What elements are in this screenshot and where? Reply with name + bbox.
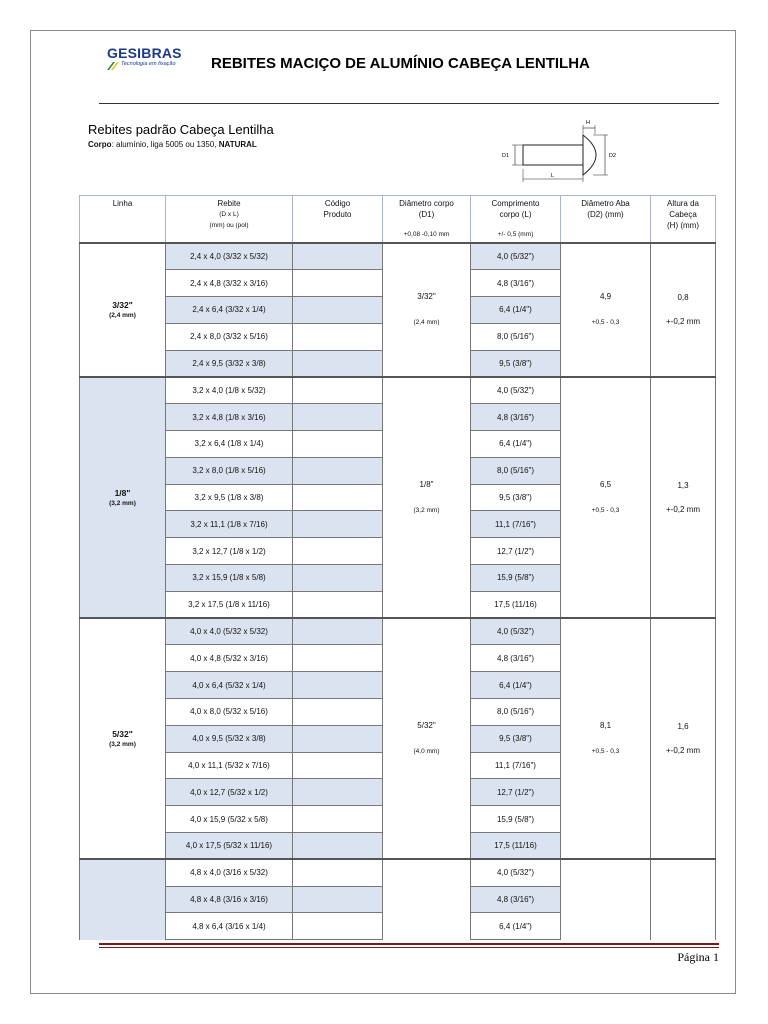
aba-cell: 6,5 +0,5 - 0,3 [561,377,651,618]
linha-cell [80,859,166,939]
section-title: Rebites padrão Cabeça Lentilha [88,122,274,137]
header-linha: Linha [80,196,166,244]
comprimento-cell: 4,0 (5/32") [471,243,561,270]
rebite-cell: 4,8 x 6,4 (3/16 x 1/4) [166,913,293,940]
comprimento-cell: 8,0 (5/16") [471,699,561,726]
header-altura: Altura da Cabeça (H) (mm) [651,196,716,244]
codigo-cell [293,833,383,860]
codigo-cell [293,725,383,752]
codigo-cell [293,591,383,618]
codigo-cell [293,431,383,458]
comprimento-cell: 17,5 (11/16) [471,591,561,618]
rebite-cell: 2,4 x 4,0 (3/32 x 5/32) [166,243,293,270]
altura-cell: 1,6 +-0,2 mm [651,618,716,859]
rebite-cell: 4,8 x 4,8 (3/16 x 3/16) [166,886,293,913]
codigo-cell [293,457,383,484]
document-page [30,30,736,994]
section-description [88,140,257,149]
header-divider [99,103,719,104]
rebite-cell: 3,2 x 15,9 (1/8 x 5/8) [166,565,293,592]
rebite-cell: 4,0 x 4,8 (5/32 x 3/16) [166,645,293,672]
diametro-cell: 3/32" (2,4 mm) [383,243,471,377]
rebite-cell: 4,8 x 4,0 (3/16 x 5/32) [166,859,293,886]
codigo-cell [293,618,383,645]
comprimento-cell: 6,4 (1/4") [471,297,561,324]
header-aba: Diâmetro Aba (D2) (mm) [561,196,651,244]
rivet-spec-table [79,195,715,940]
comprimento-cell: 6,4 (1/4") [471,672,561,699]
linha-cell: 1/8" (3,2 mm) [80,377,166,618]
body-text: : alumínio, liga 5005 ou 1350, [111,140,219,149]
comprimento-cell: 4,0 (5/32") [471,377,561,404]
rebite-cell: 3,2 x 17,5 (1/8 x 11/16) [166,591,293,618]
diametro-cell: 1/8" (3,2 mm) [383,377,471,618]
comprimento-cell: 4,8 (3/16") [471,404,561,431]
table-row [80,377,716,404]
comprimento-cell: 9,5 (3/8") [471,725,561,752]
rebite-cell: 3,2 x 8,0 (1/8 x 5/16) [166,457,293,484]
codigo-cell [293,779,383,806]
comprimento-cell: 12,7 (1/2") [471,779,561,806]
rebite-cell: 4,0 x 9,5 (5/32 x 3/8) [166,725,293,752]
codigo-cell [293,752,383,779]
rebite-cell: 4,0 x 17,5 (5/32 x 11/16) [166,833,293,860]
diagram-label-d1: D1 [502,153,510,159]
rebite-cell: 3,2 x 12,7 (1/8 x 1/2) [166,538,293,565]
rebite-cell: 2,4 x 6,4 (3/32 x 1/4) [166,297,293,324]
table-body [80,243,716,940]
codigo-cell [293,484,383,511]
comprimento-cell: 9,5 (3/8") [471,350,561,377]
comprimento-cell: 4,8 (3/16") [471,886,561,913]
comprimento-cell: 4,0 (5/32") [471,859,561,886]
comprimento-cell: 15,9 (5/8") [471,565,561,592]
codigo-cell [293,323,383,350]
logo-mark-icon [107,60,119,70]
footer-divider [99,943,719,945]
altura-cell [651,859,716,939]
codigo-cell [293,806,383,833]
comprimento-cell: 12,7 (1/2") [471,538,561,565]
codigo-cell [293,377,383,404]
codigo-cell [293,672,383,699]
diametro-cell: 5/32" (4,0 mm) [383,618,471,859]
document-title: REBITES MACIÇO DE ALUMÍNIO CABEÇA LENTILHA [211,55,590,72]
rebite-cell: 2,4 x 4,8 (3/32 x 3/16) [166,270,293,297]
footer-divider-thin [99,947,719,948]
header-codigo: Código Produto [293,196,383,244]
codigo-cell [293,565,383,592]
linha-cell: 3/32" (2,4 mm) [80,243,166,377]
codigo-cell [293,699,383,726]
comprimento-cell: 8,0 (5/16") [471,457,561,484]
rebite-cell: 4,0 x 15,9 (5/32 x 5/8) [166,806,293,833]
diagram-label-h: H [586,120,590,126]
codigo-cell [293,350,383,377]
comprimento-cell: 6,4 (1/4") [471,431,561,458]
rebite-cell: 2,4 x 9,5 (3/32 x 3/8) [166,350,293,377]
aba-cell: 4,9 +0,5 - 0,3 [561,243,651,377]
comprimento-cell: 15,9 (5/8") [471,806,561,833]
comprimento-cell: 6,4 (1/4") [471,913,561,940]
comprimento-cell: 8,0 (5/16") [471,323,561,350]
comprimento-cell: 4,8 (3/16") [471,270,561,297]
diagram-label-l: L [551,173,555,179]
comprimento-cell: 17,5 (11/16) [471,833,561,860]
rebite-cell: 4,0 x 4,0 (5/32 x 5/32) [166,618,293,645]
rebite-cell: 3,2 x 11,1 (1/8 x 7/16) [166,511,293,538]
table-row [80,243,716,270]
aba-cell [561,859,651,939]
table-row [80,618,716,645]
header-diametro: Diâmetro corpo (D1) +0,08 -0,10 mm [383,196,471,244]
rebite-cell: 4,0 x 6,4 (5/32 x 1/4) [166,672,293,699]
rebite-cell: 3,2 x 9,5 (1/8 x 3/8) [166,484,293,511]
altura-cell: 0,8 +-0,2 mm [651,243,716,377]
page-number: Página 1 [677,950,719,964]
rebite-cell: 3,2 x 4,0 (1/8 x 5/32) [166,377,293,404]
codigo-cell [293,645,383,672]
rebite-cell: 3,2 x 4,8 (1/8 x 3/16) [166,404,293,431]
codigo-cell [293,243,383,270]
comprimento-cell: 11,1 (7/16") [471,752,561,779]
body-label: Corpo [88,140,112,149]
company-logo [107,45,187,81]
header-rebite: Rebite (D x L) (mm) ou (pol) [166,196,293,244]
body-finish: NATURAL [218,140,257,149]
codigo-cell [293,859,383,886]
table-row [80,859,716,886]
aba-cell: 8,1 +0,5 - 0,3 [561,618,651,859]
rebite-cell: 3,2 x 6,4 (1/8 x 1/4) [166,431,293,458]
logo-tagline: Tecnologia em fixação [121,61,176,67]
codigo-cell [293,886,383,913]
codigo-cell [293,270,383,297]
rebite-cell: 4,0 x 11,1 (5/32 x 7/16) [166,752,293,779]
rebite-cell: 4,0 x 12,7 (5/32 x 1/2) [166,779,293,806]
comprimento-cell: 4,8 (3/16") [471,645,561,672]
comprimento-cell: 11,1 (7/16") [471,511,561,538]
logo-name: GESIBRAS [107,45,182,61]
diametro-cell [383,859,471,939]
codigo-cell [293,913,383,940]
diagram-label-d2: D2 [609,153,617,159]
codigo-cell [293,538,383,565]
altura-cell: 1,3 +-0,2 mm [651,377,716,618]
codigo-cell [293,511,383,538]
comprimento-cell: 4,0 (5/32") [471,618,561,645]
header-comprimento: Comprimento corpo (L) +/- 0,5 (mm) [471,196,561,244]
rebite-cell: 2,4 x 8,0 (3/32 x 5/16) [166,323,293,350]
rivet-diagram-icon [497,117,627,187]
rebite-cell: 4,0 x 8,0 (5/32 x 5/16) [166,699,293,726]
comprimento-cell: 9,5 (3/8") [471,484,561,511]
codigo-cell [293,297,383,324]
codigo-cell [293,404,383,431]
linha-cell: 5/32" (3,2 mm) [80,618,166,859]
